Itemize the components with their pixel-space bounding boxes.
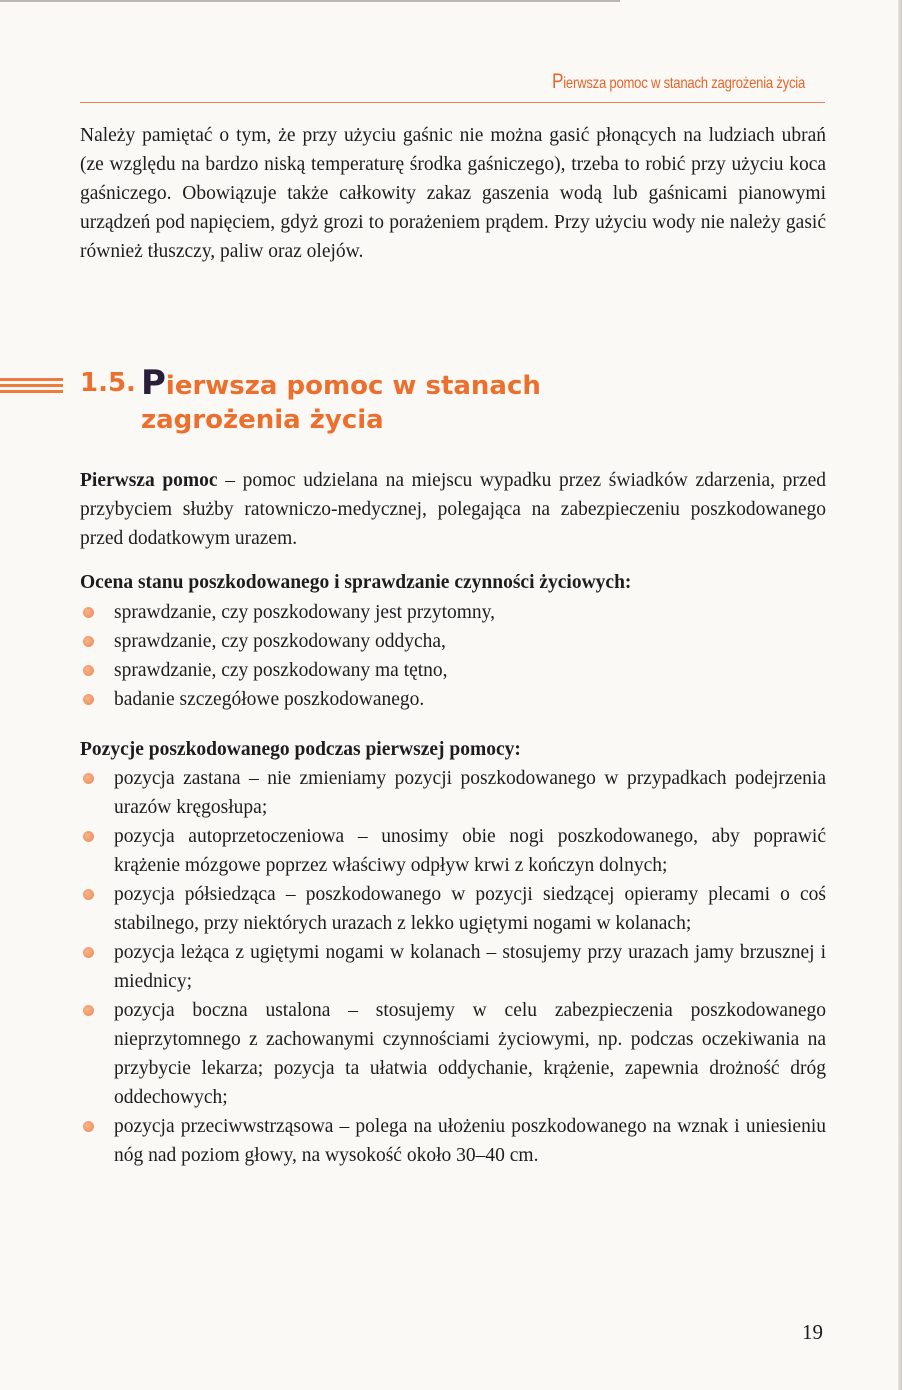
definition-term: Pierwsza pomoc: [80, 470, 218, 491]
assessment-heading: Ocena stanu poszkodowanego i sprawdzanie czynności życiowych:: [80, 572, 632, 593]
header-rule: [80, 102, 825, 103]
definition-text: – pomoc udzielana na miejscu wypadku przez świadków zdarzenia, przed przybyciem służby ratowniczo-medycznej, polegająca na zabezpieczeniu poszkodowanego przed dodatkowym urazem.: [80, 470, 826, 549]
heading-decoration-bars: [0, 378, 63, 396]
bullet-icon: [83, 665, 94, 676]
list-item: [80, 1112, 826, 1170]
list-item-text: pozycja zastana – nie zmieniamy pozycji poszkodowanego w przypadkach podejrzenia urazów kręgosłupa;: [114, 768, 826, 818]
bullet-icon: [83, 607, 94, 618]
section-title-line2: zagrożenia życia: [141, 405, 384, 435]
list-item: [80, 938, 826, 996]
list-item-text: sprawdzanie, czy poszkodowany jest przytomny,: [114, 602, 496, 623]
list-item-text: pozycja boczna ustalona – stosujemy w celu zabezpieczenia poszkodowanego nieprzytomnego z zachowanymi czynnościami życiowymi, np. podczas oczekiwania na przybycie lekarza; pozycja ta ułatwia oddychanie, krążenie, zapewnia drożność dróg oddechowych;: [114, 1000, 826, 1108]
page-number: 19: [802, 1320, 823, 1344]
list-item-text: sprawdzanie, czy poszkodowany ma tętno,: [114, 660, 448, 681]
list-item: [80, 996, 826, 1112]
section-title: [141, 363, 661, 437]
list-item-text: badanie szczegółowe poszkodowanego.: [114, 689, 425, 710]
scan-page-edge: [898, 0, 902, 1390]
list-item-text: sprawdzanie, czy poszkodowany oddycha,: [114, 631, 446, 652]
list-item-text: pozycja autoprzetoczeniowa – unosimy obie nogi poszkodowanego, aby poprawić krążenie mózgowe poprzez właściwy odpływ krwi z kończyn dolnych;: [114, 826, 826, 876]
section-title-initial: P: [141, 363, 166, 403]
running-header-text: ierwsza pomoc w stanach zagrożenia życia: [563, 75, 805, 92]
bullet-icon: [83, 694, 94, 705]
bullet-icon: [83, 773, 94, 784]
bullet-icon: [83, 1121, 94, 1132]
positions-heading: Pozycje poszkodowanego podczas pierwszej pomocy:: [80, 739, 521, 760]
scan-top-edge: [0, 0, 620, 2]
list-item-text: pozycja leżąca z ugiętymi nogami w kolanach – stosujemy przy urazach jamy brzusznej i miednicy;: [114, 942, 826, 992]
intro-paragraph: Należy pamiętać o tym, że przy użyciu gaśnic nie można gasić płonących na ludziach ubrań (ze względu na bardzo niską temperaturę środka gaśniczego), trzeba to robić przy użyciu koca gaśniczego. Obowiązuje także całkowity zakaz gaszenia wodą lub gaśnicami pianowymi urządzeń pod napięciem, gdyż grozi to porażeniem prądem. Przy użyciu wody nie należy gasić również tłuszczy, paliw oraz olejów.: [80, 125, 826, 262]
bullet-icon: [83, 831, 94, 842]
positions-list: [80, 764, 826, 1170]
bullet-icon: [83, 889, 94, 900]
bullet-icon: [83, 1005, 94, 1016]
section-number: 1.5.: [80, 368, 136, 398]
list-item: [80, 627, 826, 656]
definition-paragraph: [80, 466, 826, 553]
bullet-icon: [83, 636, 94, 647]
running-header: [552, 70, 805, 94]
list-item: [80, 685, 826, 714]
bullet-icon: [83, 947, 94, 958]
list-item: [80, 598, 826, 627]
list-item-text: pozycja półsiedząca – poszkodowanego w pozycji siedzącej opieramy plecami o coś stabilnego, przy niektórych urazach z lekko ugiętymi nogami w kolanach;: [114, 884, 826, 934]
list-item: [80, 880, 826, 938]
list-item: [80, 822, 826, 880]
assessment-list: [80, 598, 826, 714]
section-title-line1: ierwsza pomoc w stanach: [165, 371, 541, 401]
list-item: [80, 764, 826, 822]
list-item: [80, 656, 826, 685]
running-header-initial: P: [552, 70, 564, 93]
list-item-text: pozycja przeciwwstrząsowa – polega na ułożeniu poszkodowanego na wznak i uniesieniu nóg nad poziom głowy, na wysokość około 30–40 cm.: [114, 1116, 826, 1166]
